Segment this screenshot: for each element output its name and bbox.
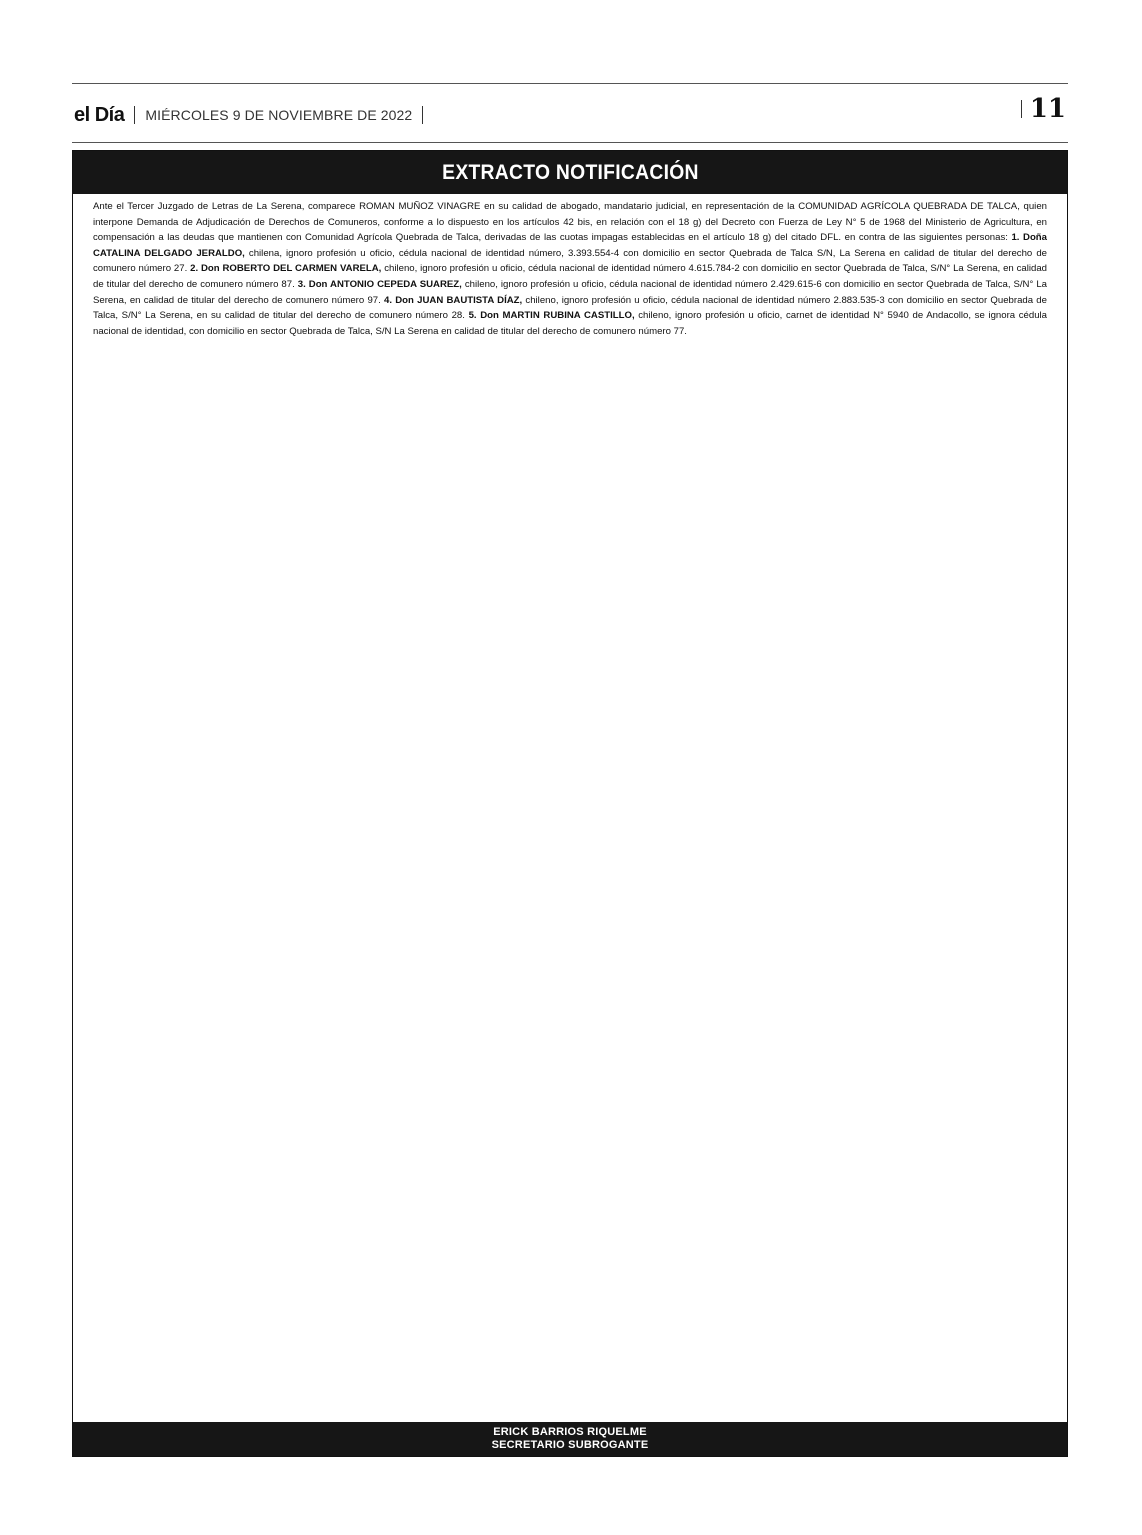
- defendant-details: chileno, ignoro profesión u oficio, carnet de identidad N° 5940 de Andacollo, se ignora cédula nacional de identidad, con domicilio en sector Quebrada de Talca, S/N La Serena en calidad de titular del derecho de comunero número 77.: [93, 310, 1048, 337]
- page-number-block: [1021, 94, 1066, 124]
- defendant-name: 5. Don MARTIN RUBINA CASTILLO,: [468, 310, 635, 322]
- defendant-details: chileno, ignoro profesión u oficio, cédula nacional de identidad número 2.883.535-3 con domicilio en sector Quebrada de Talca, S/N° La Serena, en su calidad de titular del derecho de comunero número 28.: [93, 294, 1047, 322]
- top-rule: [72, 83, 1068, 84]
- issue-date: MIÉRCOLES 9 DE NOVIEMBRE DE 2022: [145, 107, 413, 123]
- header-rule: [72, 142, 1068, 143]
- defendant-name: 2. Don ROBERTO DEL CARMEN VARELA,: [190, 263, 382, 275]
- defendant-name: 1. Doña CATALINA DELGADO JERALDO,: [93, 232, 1047, 259]
- notice-body: [73, 194, 1067, 1371]
- divider: [1021, 100, 1022, 118]
- notice-header: [73, 151, 1067, 194]
- defendant-details: chilena, ignoro profesión u oficio, cédula nacional de identidad número, 3.393.554-4 con domicilio en sector Quebrada de Talca S/N, La Serena en calidad de titular del derecho de comunero número 27.: [93, 247, 1047, 275]
- newspaper-logo: el Día: [74, 103, 125, 126]
- page-number: 11: [1029, 94, 1066, 124]
- signature-block: [73, 1422, 1067, 1456]
- defendant-details: chileno, ignoro profesión u oficio, cédula nacional de identidad número 2.429.615-6 con domicilio en sector Quebrada de Talca, S/N° La Serena, en calidad de titular del derecho de comunero número 97.: [93, 278, 1047, 306]
- divider: [134, 106, 135, 124]
- defendant-name: 4. Don JUAN BAUTISTA DÍAZ,: [384, 294, 523, 306]
- divider: [422, 106, 423, 124]
- masthead: [74, 100, 433, 130]
- signature-name: ERICK BARRIOS RIQUELME: [493, 1426, 647, 1438]
- legal-notice: [72, 150, 1068, 1457]
- notice-intro: Ante el Tercer Juzgado de Letras de La Serena, comparece ROMAN MUÑOZ VINAGRE en su calidad de abogado, mandatario judicial, en representación de la COMUNIDAD AGRÍCOLA QUEBRADA DE TALCA, quien interpone Demanda de Adjudicación de Derechos de Comuneros, conforme a lo dispuesto en los artículos 42 bis, en relación con el 18 g) del Decreto con Fuerza de Ley N° 5 de 1968 del Ministerio de Agricultura, en compensación a las deudas que mantienen con Comunidad Agrícola Quebrada de Talca, derivadas de las cuotas impagas establecidas en el artículo 18 g) del citado DFL. en contra de las siguientes personas:: [93, 201, 1047, 244]
- signature-role: SECRETARIO SUBROGANTE: [491, 1439, 649, 1451]
- defendant-name: 3. Don ANTONIO CEPEDA SUAREZ,: [297, 278, 462, 290]
- defendant-details: chileno, ignoro profesión u oficio, cédula nacional de identidad número 4.615.784-2 con domicilio en sector Quebrada de Talca, S/N° La Serena, en calidad de titular del derecho de comunero número 87.: [93, 263, 1047, 290]
- notice-title: EXTRACTO NOTIFICACIÓN: [441, 160, 699, 184]
